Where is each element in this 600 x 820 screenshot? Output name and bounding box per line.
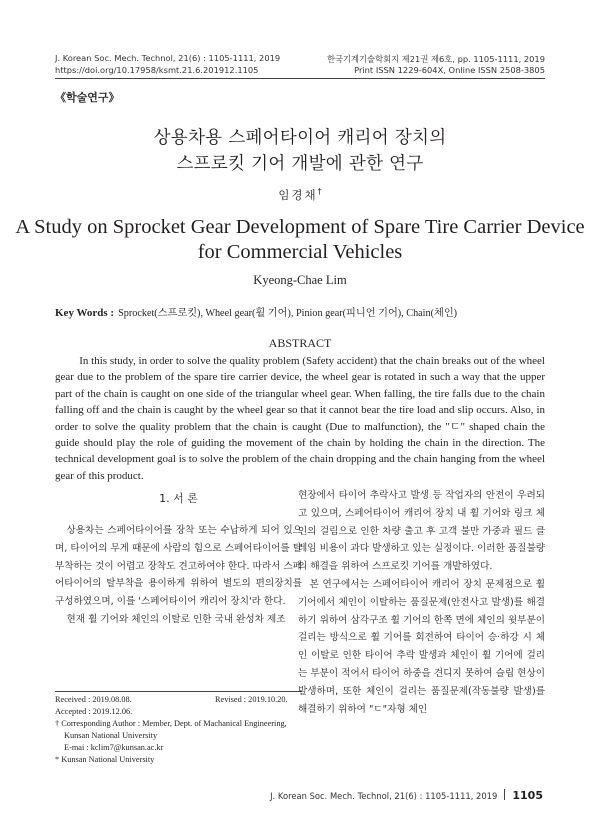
title-ko-line1: 상용차용 스페어타이어 캐리어 장치의: [153, 128, 447, 148]
footnote-rule: [55, 691, 302, 692]
title-en-line1: A Study on Sprocket Gear Development of Spare Tire Carrier Device: [15, 216, 585, 238]
page-footer: [270, 786, 543, 804]
right-paragraph-1: 현장에서 타이어 추락사고 발생 등 작업자의 안전이 우려되고 있으며, 스페어타이어 캐리어 장치 내 휠 기어와 링크 체인의 걸림으로 인한 차량 출고 후 고객 불만 가중과 필드 클레임 비용이 과다 발생하고 있는 실정이다. 이러한 품질불량의 해결을 위하여 스프로킷 기어를 개발하였다.: [298, 490, 545, 573]
journal-citation-en: J. Korean Soc. Mech. Technol, 21(6) : 1105-1111, 2019: [55, 53, 281, 63]
article-category: 《학술연구》: [55, 91, 120, 104]
author-en: Kyeong-Chae Lim: [253, 273, 347, 287]
corresponding-email[interactable]: E-mai : kclim7@kunsan.ac.kr: [64, 743, 164, 752]
issn-line: Print ISSN 1229-604X, Online ISSN 2508-3805: [354, 65, 545, 75]
header-rule: [55, 78, 545, 79]
author-ko: [0, 187, 600, 203]
abstract-body: In this study, in order to solve the quality problem (Safety accident) that the chain breaks out of the wheel gear due to the problem of the spare tire carrier device, the wheel gear is rotated in such a way that the upper part of the chain is caught on one side of the triangular wheel gear. When falling, the tire falls due to the chain falling off and the chain is caught by the wheel gear so that it cannot bear the tire load and slip occurs. Also, in order to solve the quality problem that the chain is caught (Due to malfunction), the "ㄷ" shaped chain the guide should play the role of guiding the movement of the chain by holding the chain in the direction. The technical development goal is to solve the problem of the chain dropping and the chain hanging from the wheel gear of this product.: [55, 355, 545, 482]
right-paragraph-2: 본 연구에서는 스페어타이어 캐리어 장치 문제점으로 휠 기어에서 체인이 이탈하는 품질문제(안전사고 발생)를 해결하기 위하여 삼각구조 휠 기어의 한쪽 면에 체인의 윗부분이 걸리는 방식으로 휠 기어를 회전하여 타이어 승·하강 시 체인 이탈로 인한 타이어 추락 발생과 체인이 휠 기어에 걸리는 부분이 적어서 타이어 하중을 견디지 못하여 슬립 현상이 발생하며, 또한 체인이 걸리는 품질문제(작동불량 발생)를 해결하기 위하여 "ㄷ"자형 체인: [298, 578, 545, 715]
section-1-body: [55, 522, 302, 629]
footer-separator: [504, 789, 505, 800]
received-date: Received : 2019.08.08.: [55, 695, 132, 704]
keywords-text: Sprocket(스프로킷), Wheel gear(휠 기어), Pinion gear(피니언 기어), Chain(체인): [118, 308, 458, 319]
right-column-body: [298, 487, 545, 718]
section-1-paragraph-2: 현재 휠 기어와 체인의 이탈로 인한 국내 완성차 제조: [66, 613, 286, 625]
keywords-label: Key Words :: [55, 307, 115, 319]
page-number: 1105: [512, 789, 543, 802]
doi-link[interactable]: https://doi.org/10.17958/ksmt.21.6.201912.1105: [55, 65, 259, 75]
section-1-paragraph-1: 상용차는 스페어타이어를 장착 또는 수납하게 되어 있으며, 타이어의 무게 때문에 사람의 힘으로 스페어타이어를 탈부착하는 것이 어렵고 장착도 견고하여야 한다. 따라서 스페어타이어의 탈부착을 용이하게 위하여 별도의 편의장치를 구성하였으며, 이를 '스페어타이어 캐리어 장치'라 한다.: [55, 525, 302, 608]
keywords-line: [55, 303, 457, 321]
accepted-date: Accepted : 2019.12.06.: [55, 707, 133, 716]
member-affiliation: * Kunsan National University: [55, 755, 155, 764]
footer-citation: J. Korean Soc. Mech. Technol, 21(6) : 1105-1111, 2019: [270, 791, 498, 801]
journal-citation-ko: 한국기계기술학회지 제21권 제6호, pp. 1105-1111, 2019: [326, 54, 545, 64]
corresponding-author: † Corresponding Author : Member, Dept. of Machanical Engineering,: [55, 719, 287, 728]
section-1-heading: 1. 서 론: [159, 492, 198, 505]
title-en-line2: for Commercial Vehicles: [197, 241, 403, 263]
title-ko-line2: 스프로킷 기어 개발에 관한 연구: [176, 154, 424, 174]
author-ko-name: 임경채: [278, 188, 318, 202]
revised-date: Revised : 2019.10.20.: [215, 695, 288, 704]
abstract-heading: ABSTRACT: [268, 336, 332, 350]
corresponding-author-mark: †: [317, 187, 322, 197]
corresponding-affiliation: Kunsan National University: [64, 731, 158, 740]
